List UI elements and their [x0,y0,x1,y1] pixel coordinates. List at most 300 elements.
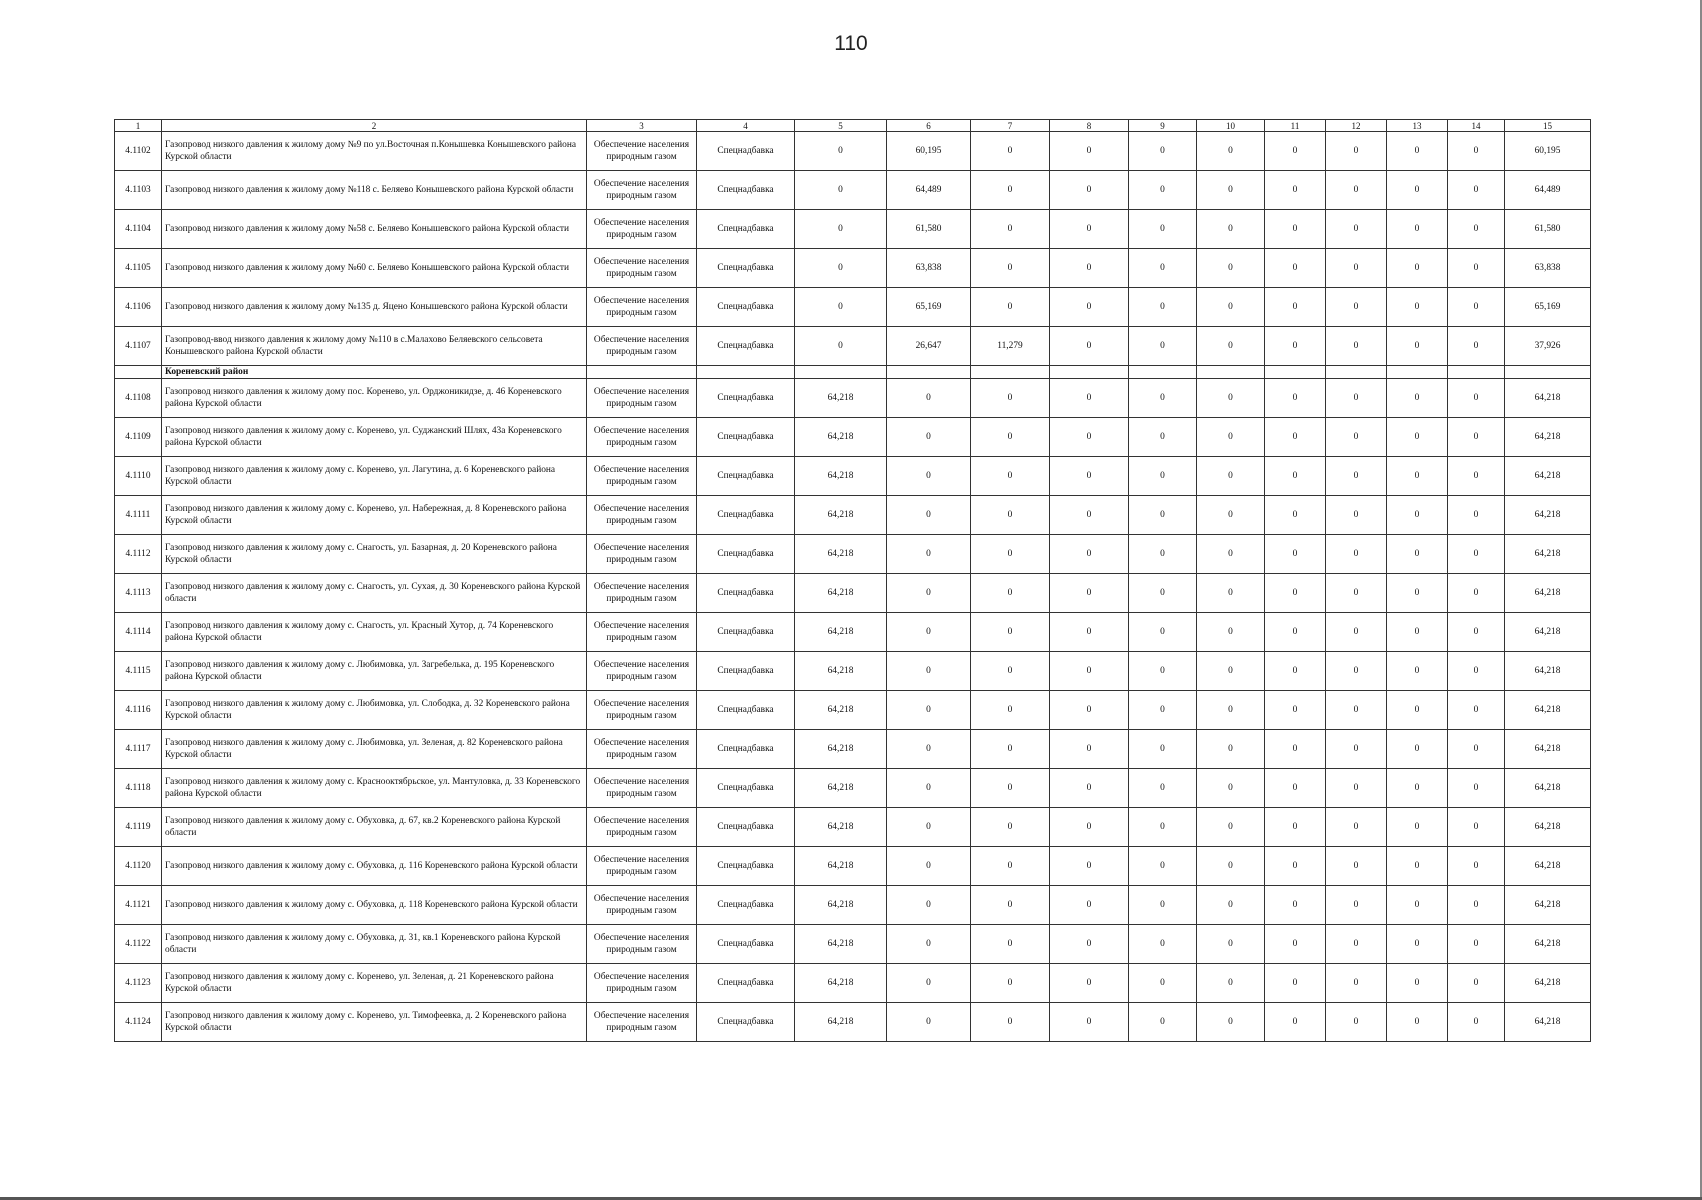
row-value-cell-col-12: 0 [1326,457,1387,496]
row-value-cell-col-5: 0 [795,249,887,288]
column-number-cell: 10 [1197,120,1265,132]
row-value-cell-col-10: 0 [1197,535,1265,574]
row-value-cell-col-5: 64,218 [795,613,887,652]
row-value-cell-col-7: 11,279 [971,327,1050,366]
row-code-cell: 4.1107 [115,327,162,366]
row-value-cell-col-7: 0 [971,418,1050,457]
row-value-cell-col-14: 0 [1448,379,1505,418]
row-source-cell: Спецнадбавка [697,210,795,249]
row-value-cell-col-6: 0 [887,769,971,808]
row-purpose-cell: Обеспечение населения природным газом [587,808,697,847]
row-value-cell-col-12: 0 [1326,535,1387,574]
row-value-cell-col-9: 0 [1129,457,1197,496]
row-value-cell-col-6: 0 [887,730,971,769]
row-value-cell-col-7: 0 [971,691,1050,730]
row-value-cell-col-12: 0 [1326,249,1387,288]
row-source-cell: Спецнадбавка [697,457,795,496]
row-purpose-cell: Обеспечение населения природным газом [587,171,697,210]
row-value-cell-col-5: 64,218 [795,496,887,535]
table-row [115,496,1591,535]
row-value-cell-col-9: 0 [1129,535,1197,574]
row-name-cell: Газопровод низкого давления к жилому дому №9 по ул.Восточная п.Конышевка Конышевского района Курской области [162,132,587,171]
row-value-cell-col-12: 0 [1326,171,1387,210]
section-empty-cell [971,366,1050,379]
row-value-cell-col-12: 0 [1326,808,1387,847]
row-value-cell-col-9: 0 [1129,288,1197,327]
row-value-cell-col-5: 64,218 [795,574,887,613]
row-value-cell-col-12: 0 [1326,418,1387,457]
row-source-cell: Спецнадбавка [697,327,795,366]
row-value-cell-col-11: 0 [1265,535,1326,574]
row-value-cell-col-11: 0 [1265,1003,1326,1042]
row-value-cell-col-7: 0 [971,1003,1050,1042]
row-value-cell-col-15: 64,218 [1505,691,1591,730]
row-value-cell-col-9: 0 [1129,847,1197,886]
row-value-cell-col-8: 0 [1050,496,1129,535]
row-value-cell-col-13: 0 [1387,418,1448,457]
row-name-cell: Газопровод низкого давления к жилому дому с. Любимовка, ул. Зеленая, д. 82 Кореневского района Курской области [162,730,587,769]
row-value-cell-col-6: 0 [887,1003,971,1042]
section-empty-cell [1050,366,1129,379]
page-number: 110 [834,32,868,55]
row-value-cell-col-9: 0 [1129,925,1197,964]
row-value-cell-col-14: 0 [1448,652,1505,691]
row-value-cell-col-8: 0 [1050,132,1129,171]
row-source-cell: Спецнадбавка [697,730,795,769]
section-empty-cell [1197,366,1265,379]
row-value-cell-col-5: 64,218 [795,418,887,457]
row-value-cell-col-11: 0 [1265,769,1326,808]
row-value-cell-col-15: 64,218 [1505,808,1591,847]
table-row [115,288,1591,327]
row-code-cell: 4.1121 [115,886,162,925]
row-source-cell: Спецнадбавка [697,691,795,730]
row-value-cell-col-13: 0 [1387,171,1448,210]
row-source-cell: Спецнадбавка [697,288,795,327]
table-row [115,1003,1591,1042]
row-value-cell-col-15: 64,218 [1505,496,1591,535]
row-value-cell-col-6: 0 [887,496,971,535]
column-number-row [115,120,1591,132]
row-value-cell-col-15: 61,580 [1505,210,1591,249]
row-value-cell-col-6: 0 [887,964,971,1003]
column-number-cell: 6 [887,120,971,132]
row-value-cell-col-14: 0 [1448,1003,1505,1042]
row-value-cell-col-5: 64,218 [795,379,887,418]
row-value-cell-col-7: 0 [971,457,1050,496]
row-value-cell-col-14: 0 [1448,418,1505,457]
row-value-cell-col-12: 0 [1326,496,1387,535]
column-number-cell: 12 [1326,120,1387,132]
row-name-cell: Газопровод низкого давления к жилому дому с. Коренево, ул. Суджанский Шлях, 43а Кореневского района Курской области [162,418,587,457]
row-value-cell-col-10: 0 [1197,847,1265,886]
row-purpose-cell: Обеспечение населения природным газом [587,457,697,496]
row-value-cell-col-5: 0 [795,288,887,327]
row-value-cell-col-12: 0 [1326,1003,1387,1042]
row-source-cell: Спецнадбавка [697,574,795,613]
program-table [114,119,1591,1042]
row-code-cell: 4.1106 [115,288,162,327]
row-value-cell-col-7: 0 [971,847,1050,886]
row-code-cell: 4.1123 [115,964,162,1003]
row-code-cell: 4.1118 [115,769,162,808]
row-code-cell: 4.1117 [115,730,162,769]
row-value-cell-col-15: 65,169 [1505,288,1591,327]
table-row [115,964,1591,1003]
row-value-cell-col-15: 64,218 [1505,886,1591,925]
row-value-cell-col-5: 0 [795,132,887,171]
row-source-cell: Спецнадбавка [697,496,795,535]
row-value-cell-col-15: 64,218 [1505,730,1591,769]
row-name-cell: Газопровод низкого давления к жилому дому с. Обуховка, д. 31, кв.1 Кореневского района Курской области [162,925,587,964]
row-value-cell-col-6: 0 [887,652,971,691]
row-value-cell-col-10: 0 [1197,769,1265,808]
row-value-cell-col-15: 64,218 [1505,613,1591,652]
row-value-cell-col-12: 0 [1326,288,1387,327]
row-value-cell-col-10: 0 [1197,496,1265,535]
row-value-cell-col-7: 0 [971,379,1050,418]
row-value-cell-col-13: 0 [1387,496,1448,535]
row-value-cell-col-6: 65,169 [887,288,971,327]
table-row [115,886,1591,925]
row-source-cell: Спецнадбавка [697,808,795,847]
row-name-cell: Газопровод-ввод низкого давления к жилому дому №110 в с.Малахово Беляевского сельсовета Конышевского района Курской области [162,327,587,366]
row-value-cell-col-7: 0 [971,808,1050,847]
row-purpose-cell: Обеспечение населения природным газом [587,210,697,249]
row-value-cell-col-11: 0 [1265,808,1326,847]
table-row [115,132,1591,171]
table-row [115,379,1591,418]
row-name-cell: Газопровод низкого давления к жилому дому с. Коренево, ул. Тимофеевка, д. 2 Кореневского района Курской области [162,1003,587,1042]
row-value-cell-col-9: 0 [1129,1003,1197,1042]
row-value-cell-col-10: 0 [1197,730,1265,769]
row-value-cell-col-10: 0 [1197,418,1265,457]
row-value-cell-col-8: 0 [1050,249,1129,288]
row-value-cell-col-9: 0 [1129,210,1197,249]
row-value-cell-col-13: 0 [1387,379,1448,418]
row-value-cell-col-12: 0 [1326,652,1387,691]
row-value-cell-col-9: 0 [1129,496,1197,535]
row-name-cell: Газопровод низкого давления к жилому дому с. Любимовка, ул. Загребелька, д. 195 Кореневского района Курской области [162,652,587,691]
row-value-cell-col-14: 0 [1448,327,1505,366]
row-value-cell-col-7: 0 [971,288,1050,327]
section-empty-cell [1265,366,1326,379]
row-value-cell-col-10: 0 [1197,210,1265,249]
row-value-cell-col-13: 0 [1387,327,1448,366]
row-value-cell-col-6: 64,489 [887,171,971,210]
row-name-cell: Газопровод низкого давления к жилому дому с. Обуховка, д. 67, кв.2 Кореневского района Курской области [162,808,587,847]
section-empty-cell [697,366,795,379]
row-source-cell: Спецнадбавка [697,132,795,171]
row-value-cell-col-13: 0 [1387,574,1448,613]
row-purpose-cell: Обеспечение населения природным газом [587,730,697,769]
table-row [115,418,1591,457]
row-code-cell: 4.1108 [115,379,162,418]
row-value-cell-col-13: 0 [1387,457,1448,496]
row-value-cell-col-7: 0 [971,964,1050,1003]
row-value-cell-col-13: 0 [1387,249,1448,288]
row-value-cell-col-7: 0 [971,574,1050,613]
section-empty-cell [115,366,162,379]
row-code-cell: 4.1114 [115,613,162,652]
row-purpose-cell: Обеспечение населения природным газом [587,132,697,171]
row-value-cell-col-5: 64,218 [795,964,887,1003]
row-value-cell-col-5: 64,218 [795,1003,887,1042]
row-name-cell: Газопровод низкого давления к жилому дому №58 с. Беляево Конышевского района Курской области [162,210,587,249]
row-value-cell-col-12: 0 [1326,379,1387,418]
row-purpose-cell: Обеспечение населения природным газом [587,613,697,652]
row-source-cell: Спецнадбавка [697,847,795,886]
row-value-cell-col-9: 0 [1129,132,1197,171]
row-value-cell-col-8: 0 [1050,1003,1129,1042]
row-code-cell: 4.1119 [115,808,162,847]
row-source-cell: Спецнадбавка [697,249,795,288]
row-value-cell-col-7: 0 [971,249,1050,288]
section-empty-cell [1448,366,1505,379]
row-code-cell: 4.1103 [115,171,162,210]
row-value-cell-col-12: 0 [1326,691,1387,730]
row-value-cell-col-11: 0 [1265,418,1326,457]
row-value-cell-col-8: 0 [1050,457,1129,496]
row-value-cell-col-12: 0 [1326,964,1387,1003]
row-value-cell-col-5: 64,218 [795,457,887,496]
row-value-cell-col-5: 64,218 [795,808,887,847]
row-value-cell-col-8: 0 [1050,886,1129,925]
row-source-cell: Спецнадбавка [697,964,795,1003]
row-value-cell-col-10: 0 [1197,327,1265,366]
row-value-cell-col-15: 64,218 [1505,925,1591,964]
row-value-cell-col-8: 0 [1050,613,1129,652]
row-value-cell-col-5: 64,218 [795,691,887,730]
row-source-cell: Спецнадбавка [697,652,795,691]
row-name-cell: Газопровод низкого давления к жилому дому №60 с. Беляево Конышевского района Курской области [162,249,587,288]
row-source-cell: Спецнадбавка [697,613,795,652]
row-value-cell-col-15: 64,218 [1505,418,1591,457]
row-value-cell-col-7: 0 [971,132,1050,171]
row-value-cell-col-8: 0 [1050,327,1129,366]
row-value-cell-col-11: 0 [1265,691,1326,730]
row-value-cell-col-7: 0 [971,535,1050,574]
row-name-cell: Газопровод низкого давления к жилому дому с. Краснооктябрьское, ул. Мантуловка, д. 33 Кореневского района Курской области [162,769,587,808]
column-number-cell: 11 [1265,120,1326,132]
row-value-cell-col-8: 0 [1050,574,1129,613]
row-name-cell: Газопровод низкого давления к жилому дому с. Коренево, ул. Зеленая, д. 21 Кореневского района Курской области [162,964,587,1003]
row-value-cell-col-13: 0 [1387,964,1448,1003]
row-source-cell: Спецнадбавка [697,379,795,418]
row-value-cell-col-14: 0 [1448,171,1505,210]
row-value-cell-col-10: 0 [1197,808,1265,847]
section-empty-cell [587,366,697,379]
row-value-cell-col-13: 0 [1387,288,1448,327]
row-code-cell: 4.1109 [115,418,162,457]
row-source-cell: Спецнадбавка [697,535,795,574]
row-purpose-cell: Обеспечение населения природным газом [587,964,697,1003]
table-row [115,574,1591,613]
row-value-cell-col-15: 64,218 [1505,964,1591,1003]
row-value-cell-col-5: 0 [795,327,887,366]
row-value-cell-col-9: 0 [1129,964,1197,1003]
row-value-cell-col-13: 0 [1387,652,1448,691]
row-value-cell-col-11: 0 [1265,327,1326,366]
row-value-cell-col-6: 0 [887,847,971,886]
row-value-cell-col-8: 0 [1050,210,1129,249]
row-value-cell-col-15: 64,218 [1505,457,1591,496]
table-row [115,925,1591,964]
row-purpose-cell: Обеспечение населения природным газом [587,327,697,366]
row-value-cell-col-6: 60,195 [887,132,971,171]
row-value-cell-col-9: 0 [1129,808,1197,847]
row-name-cell: Газопровод низкого давления к жилому дому с. Обуховка, д. 118 Кореневского района Курской области [162,886,587,925]
table-row [115,652,1591,691]
row-value-cell-col-8: 0 [1050,288,1129,327]
row-name-cell: Газопровод низкого давления к жилому дому с. Обуховка, д. 116 Кореневского района Курской области [162,847,587,886]
column-number-cell: 13 [1387,120,1448,132]
row-value-cell-col-5: 64,218 [795,925,887,964]
row-value-cell-col-12: 0 [1326,847,1387,886]
row-value-cell-col-14: 0 [1448,574,1505,613]
row-value-cell-col-6: 0 [887,925,971,964]
row-value-cell-col-14: 0 [1448,730,1505,769]
row-value-cell-col-14: 0 [1448,613,1505,652]
row-value-cell-col-7: 0 [971,652,1050,691]
row-value-cell-col-10: 0 [1197,925,1265,964]
table-row [115,210,1591,249]
column-number-cell: 2 [162,120,587,132]
row-purpose-cell: Обеспечение населения природным газом [587,535,697,574]
row-value-cell-col-13: 0 [1387,886,1448,925]
row-value-cell-col-6: 26,647 [887,327,971,366]
row-name-cell: Газопровод низкого давления к жилому дому с. Коренево, ул. Лагутина, д. 6 Кореневского района Курской области [162,457,587,496]
row-value-cell-col-10: 0 [1197,132,1265,171]
program-table-sheet [114,119,1590,1042]
row-value-cell-col-13: 0 [1387,535,1448,574]
table-row [115,847,1591,886]
row-purpose-cell: Обеспечение населения природным газом [587,496,697,535]
table-row [115,691,1591,730]
row-value-cell-col-10: 0 [1197,886,1265,925]
row-value-cell-col-13: 0 [1387,847,1448,886]
row-value-cell-col-14: 0 [1448,964,1505,1003]
row-value-cell-col-11: 0 [1265,210,1326,249]
row-value-cell-col-8: 0 [1050,171,1129,210]
row-value-cell-col-14: 0 [1448,808,1505,847]
row-purpose-cell: Обеспечение населения природным газом [587,249,697,288]
row-value-cell-col-15: 60,195 [1505,132,1591,171]
row-value-cell-col-11: 0 [1265,496,1326,535]
row-value-cell-col-10: 0 [1197,379,1265,418]
row-value-cell-col-9: 0 [1129,691,1197,730]
row-source-cell: Спецнадбавка [697,886,795,925]
row-value-cell-col-14: 0 [1448,132,1505,171]
row-value-cell-col-8: 0 [1050,652,1129,691]
row-value-cell-col-10: 0 [1197,288,1265,327]
row-value-cell-col-14: 0 [1448,886,1505,925]
row-purpose-cell: Обеспечение населения природным газом [587,847,697,886]
row-value-cell-col-13: 0 [1387,691,1448,730]
row-value-cell-col-12: 0 [1326,730,1387,769]
row-purpose-cell: Обеспечение населения природным газом [587,886,697,925]
row-value-cell-col-8: 0 [1050,730,1129,769]
section-empty-cell [1326,366,1387,379]
row-value-cell-col-12: 0 [1326,886,1387,925]
table-row [115,730,1591,769]
row-value-cell-col-7: 0 [971,496,1050,535]
row-value-cell-col-13: 0 [1387,730,1448,769]
row-purpose-cell: Обеспечение населения природным газом [587,925,697,964]
row-value-cell-col-12: 0 [1326,132,1387,171]
row-value-cell-col-5: 64,218 [795,847,887,886]
row-value-cell-col-6: 63,838 [887,249,971,288]
row-value-cell-col-11: 0 [1265,379,1326,418]
row-value-cell-col-10: 0 [1197,691,1265,730]
row-value-cell-col-5: 64,218 [795,652,887,691]
row-value-cell-col-13: 0 [1387,1003,1448,1042]
row-value-cell-col-6: 0 [887,457,971,496]
row-value-cell-col-9: 0 [1129,730,1197,769]
row-value-cell-col-12: 0 [1326,613,1387,652]
row-value-cell-col-14: 0 [1448,457,1505,496]
table-row [115,613,1591,652]
row-code-cell: 4.1112 [115,535,162,574]
row-purpose-cell: Обеспечение населения природным газом [587,288,697,327]
row-value-cell-col-11: 0 [1265,132,1326,171]
column-number-cell: 7 [971,120,1050,132]
column-number-cell: 15 [1505,120,1591,132]
row-value-cell-col-8: 0 [1050,769,1129,808]
row-code-cell: 4.1113 [115,574,162,613]
row-purpose-cell: Обеспечение населения природным газом [587,652,697,691]
row-value-cell-col-14: 0 [1448,847,1505,886]
row-value-cell-col-7: 0 [971,886,1050,925]
row-value-cell-col-13: 0 [1387,808,1448,847]
row-value-cell-col-12: 0 [1326,210,1387,249]
row-value-cell-col-15: 37,926 [1505,327,1591,366]
row-value-cell-col-10: 0 [1197,574,1265,613]
column-number-cell: 8 [1050,120,1129,132]
row-name-cell: Газопровод низкого давления к жилому дому с. Снагость, ул. Сухая, д. 30 Кореневского района Курской области [162,574,587,613]
row-value-cell-col-10: 0 [1197,249,1265,288]
row-value-cell-col-11: 0 [1265,457,1326,496]
row-value-cell-col-8: 0 [1050,964,1129,1003]
row-value-cell-col-10: 0 [1197,1003,1265,1042]
row-value-cell-col-15: 64,218 [1505,379,1591,418]
section-title: Кореневский район [162,366,587,379]
row-value-cell-col-7: 0 [971,730,1050,769]
section-row [115,366,1591,379]
row-value-cell-col-6: 0 [887,379,971,418]
row-value-cell-col-6: 0 [887,808,971,847]
row-value-cell-col-7: 0 [971,210,1050,249]
row-value-cell-col-11: 0 [1265,613,1326,652]
table-row [115,457,1591,496]
row-value-cell-col-11: 0 [1265,249,1326,288]
row-value-cell-col-6: 0 [887,418,971,457]
row-code-cell: 4.1110 [115,457,162,496]
row-value-cell-col-5: 64,218 [795,769,887,808]
row-purpose-cell: Обеспечение населения природным газом [587,769,697,808]
row-value-cell-col-14: 0 [1448,535,1505,574]
row-value-cell-col-8: 0 [1050,691,1129,730]
row-value-cell-col-6: 0 [887,886,971,925]
row-name-cell: Газопровод низкого давления к жилому дому пос. Коренево, ул. Орджоникидзе, д. 46 Кореневского района Курской области [162,379,587,418]
row-value-cell-col-8: 0 [1050,925,1129,964]
table-row [115,535,1591,574]
column-number-cell: 5 [795,120,887,132]
row-code-cell: 4.1115 [115,652,162,691]
row-value-cell-col-8: 0 [1050,808,1129,847]
table-row [115,171,1591,210]
table-row [115,808,1591,847]
